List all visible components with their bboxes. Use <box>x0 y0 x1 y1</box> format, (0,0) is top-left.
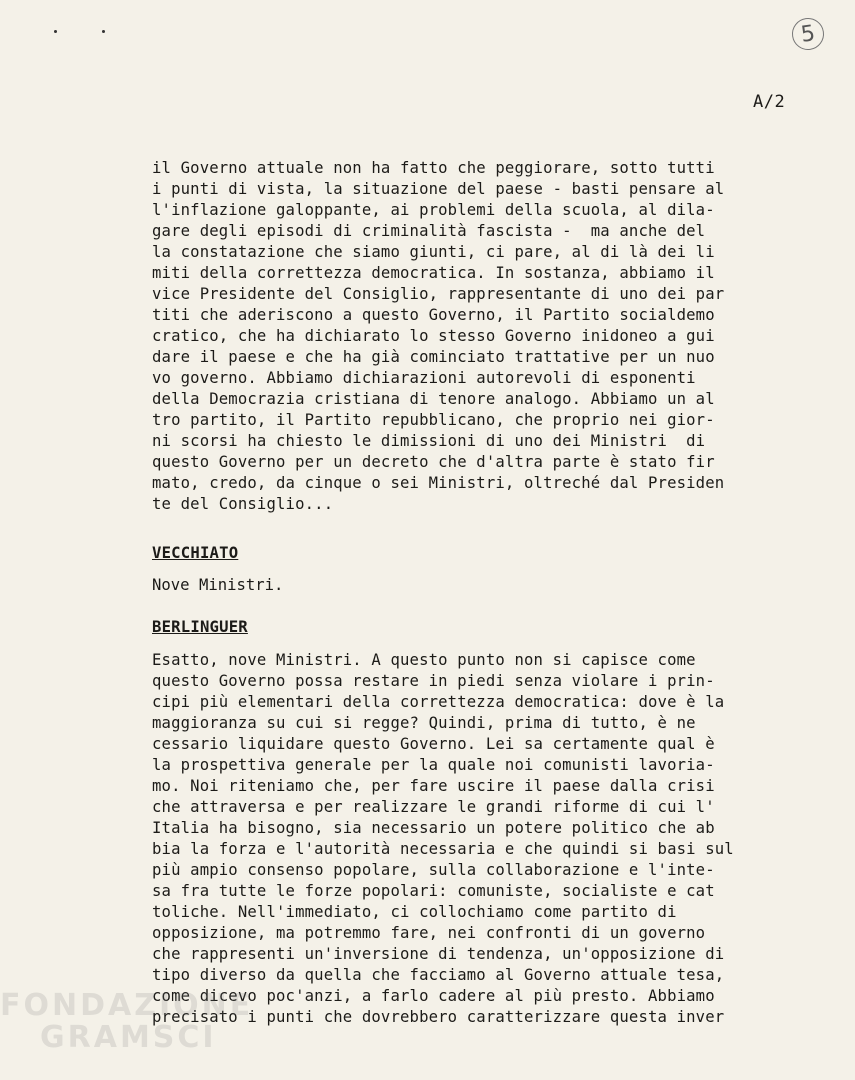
text-line: la constatazione che siamo giunti, ci pare, al di là dei li <box>152 243 715 261</box>
paragraph-2 <box>152 650 792 1028</box>
text-line: precisato i punti che dovrebbero caratterizzare questa inver <box>152 1008 725 1026</box>
text-line: tro partito, il Partito repubblicano, che proprio nei gior- <box>152 411 715 429</box>
ink-dot <box>54 30 57 33</box>
text-line: cessario liquidare questo Governo. Lei sa certamente qual è <box>152 735 715 753</box>
ink-dot <box>102 30 105 33</box>
text-line: vice Presidente del Consiglio, rappresentante di uno dei par <box>152 285 725 303</box>
text-line: toliche. Nell'immediato, ci collochiamo come partito di <box>152 903 677 921</box>
text-line: bia la forza e l'autorità necessaria e che quindi si basi sul <box>152 840 734 858</box>
text-line: tipo diverso da quella che facciamo al Governo attuale tesa, <box>152 966 725 984</box>
text-line: sa fra tutte le forze popolari: comuniste, socialiste e cat <box>152 882 715 900</box>
text-line: cratico, che ha dichiarato lo stesso Governo inidoneo a gui <box>152 327 715 345</box>
text-line: Italia ha bisogno, sia necessario un potere politico che ab <box>152 819 715 837</box>
text-line: mo. Noi riteniamo che, per fare uscire il paese dalla crisi <box>152 777 715 795</box>
reply-vecchiato: Nove Ministri. <box>152 576 284 594</box>
text-line: ni scorsi ha chiesto le dimissioni di uno dei Ministri di <box>152 432 706 450</box>
text-line: vo governo. Abbiamo dichiarazioni autorevoli di esponenti <box>152 369 696 387</box>
text-line: cipi più elementari della correttezza democratica: dove è la <box>152 693 725 711</box>
text-line: questo Governo per un decreto che d'altra parte è stato fir <box>152 453 715 471</box>
text-line: te del Consiglio... <box>152 495 334 513</box>
text-line: della Democrazia cristiana di tenore analogo. Abbiamo un al <box>152 390 715 408</box>
sheet-reference: A/2 <box>753 92 786 112</box>
text-line: titi che aderiscono a questo Governo, il Partito socialdemo <box>152 306 715 324</box>
paragraph-1 <box>152 158 792 515</box>
text-line: dare il paese e che ha già cominciato trattative per un nuo <box>152 348 715 366</box>
text-line: Esatto, nove Ministri. A questo punto non si capisce come <box>152 651 696 669</box>
text-line: che rappresenti un'inversione di tendenza, un'opposizione di <box>152 945 725 963</box>
text-line: opposizione, ma potremmo fare, nei confronti di un governo <box>152 924 706 942</box>
text-line: il Governo attuale non ha fatto che peggiorare, sotto tutti <box>152 159 715 177</box>
text-line: gare degli episodi di criminalità fascista - ma anche del <box>152 222 706 240</box>
text-line: mato, credo, da cinque o sei Ministri, oltreché dal Presiden <box>152 474 725 492</box>
text-line: i punti di vista, la situazione del paese - basti pensare al <box>152 180 725 198</box>
text-line: questo Governo possa restare in piedi senza violare i prin- <box>152 672 715 690</box>
speaker-label-berlinguer: BERLINGUER <box>152 618 248 636</box>
text-line: più ampio consenso popolare, sulla collaborazione e l'inte- <box>152 861 715 879</box>
text-line: l'inflazione galoppante, ai problemi della scuola, al dila- <box>152 201 715 219</box>
text-line: la prospettiva generale per la quale noi comunisti lavoria- <box>152 756 715 774</box>
text-line: miti della correttezza democratica. In sostanza, abbiamo il <box>152 264 715 282</box>
handwritten-page-number: 5 <box>790 16 826 52</box>
watermark: FONDAZIONE GRAMSCI <box>0 988 254 1055</box>
text-line: come dicevo poc'anzi, a farlo cadere al più presto. Abbiamo <box>152 987 715 1005</box>
speaker-label-vecchiato: VECCHIATO <box>152 544 239 562</box>
text-line: che attraversa e per realizzare le grandi riforme di cui l' <box>152 798 715 816</box>
text-line: maggioranza su cui si regge? Quindi, prima di tutto, è ne <box>152 714 696 732</box>
